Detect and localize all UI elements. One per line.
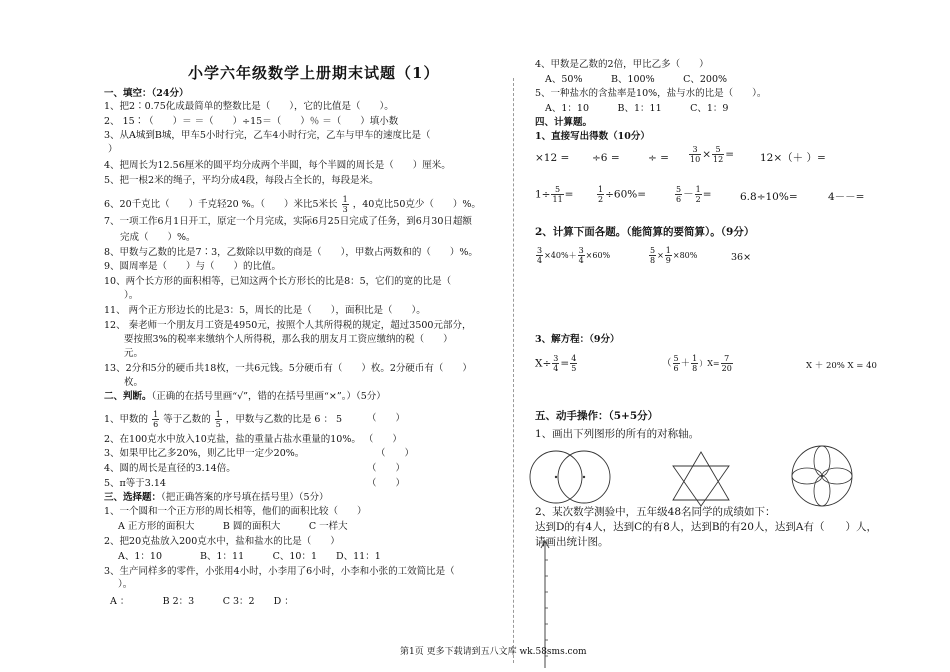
frac-den: 10 xyxy=(690,155,701,164)
calc1-header: 1、直接写出得数（10分） xyxy=(535,131,650,142)
q2-1 xyxy=(104,410,342,429)
fraction xyxy=(551,185,563,204)
calc-frac-expr xyxy=(674,185,712,204)
frac-num: 5 xyxy=(712,145,724,155)
section3-header-line xyxy=(104,492,329,504)
calc3-header: 3、解方程：（9分） xyxy=(535,334,620,345)
q2-5-blank: （ ） xyxy=(367,478,406,489)
section2-header-line xyxy=(104,391,386,403)
fraction xyxy=(695,185,702,204)
frac-num: 1 xyxy=(215,410,221,419)
q1-11: 11、 两个正方形边长的比是3：5，周长的比是（ ），面积比是（ ）。 xyxy=(104,305,426,316)
calc-item: ÷6 = xyxy=(592,152,620,164)
q1-10-cont: ）。 xyxy=(124,290,139,301)
calc-item: 6.8÷10%= xyxy=(740,191,798,203)
fraction-one-fifth xyxy=(215,410,222,429)
frac-den: 4 xyxy=(578,256,584,265)
calc-frac-expr xyxy=(535,185,573,204)
fraction xyxy=(665,246,672,265)
q5-1: 1、画出下列图形的所有的对称轴。 xyxy=(535,428,700,440)
q1-13: 13、2分和5分的硬币共18枚，一共6元钱。5分硬币有（ ）枚。2分硬币有（ ） xyxy=(104,363,472,374)
frac-den: 6 xyxy=(153,420,159,429)
op: （ xyxy=(662,358,672,369)
calc2-expr2 xyxy=(648,246,697,265)
op: ×60% xyxy=(585,251,611,260)
frac-den: 5 xyxy=(215,420,221,429)
q1-4: 4、把周长为12.56厘米的圆平均分成两个半圆，每个半圆的周长是（ ）厘米。 xyxy=(104,160,451,171)
q2-4: 4、圆的周长是直径的3.14倍。 xyxy=(104,463,236,474)
op: － xyxy=(683,188,694,201)
petal xyxy=(814,446,830,476)
op: = xyxy=(725,148,734,161)
frac-num: 3 xyxy=(578,246,584,255)
fraction xyxy=(675,185,682,204)
frac-den: 4 xyxy=(553,364,559,373)
frac-den: 11 xyxy=(552,195,563,204)
q3-3-options: A ： B 2：3 C 3：2 D ： xyxy=(110,596,294,607)
q1-6 xyxy=(104,195,481,214)
frac-den: 8 xyxy=(650,256,656,265)
frac-num: 1 xyxy=(598,185,604,194)
q3-1-options: A 正方形的面积大 B 圆的面积大 C 一样大 xyxy=(118,521,348,532)
q3-3-cont: ）。 xyxy=(118,579,133,590)
frac-den: 20 xyxy=(721,364,732,373)
calc-item: 4－－= xyxy=(828,191,865,203)
q2-3: 3、如果甲比乙多20%，则乙比甲一定少20%。 xyxy=(104,448,305,459)
frac-num: 1 xyxy=(692,354,698,363)
q1-7: 7、一项工作6月1日开工，原定一个月完成，实际6月25日完成了任务，到6月30日超额 xyxy=(104,216,472,227)
q1-12: 12、 秦老师一个朋友月工资是4950元，按照个人其所得税的规定，超过3500元部分， xyxy=(104,320,472,331)
q1-3: 3、从A城到B城，甲车5小时行完，乙车4小时行完，乙车与甲车的速度比是（ xyxy=(104,130,431,141)
page-title: 小学六年级数学上册期末试题（1） xyxy=(188,64,440,82)
op: ÷60%= xyxy=(605,188,647,201)
frac-num: 5 xyxy=(673,354,679,363)
equation3: X ＋ 20% X = 40 xyxy=(806,361,877,371)
section3-note: （把正确答案的序号填在括号里）（5分） xyxy=(161,492,329,503)
q1-12-cont1: 要按照3%的税率来缴纳个人所得税，那么我的朋友月工资应缴纳的税（ ） xyxy=(124,334,453,345)
q2-1-a: 1、甲数的 xyxy=(104,414,149,425)
section2-header: 二、判断。 xyxy=(104,391,152,402)
fraction-one-sixth xyxy=(152,410,159,429)
q3-4: 4、甲数是乙数的2倍，甲比乙多（ ） xyxy=(535,59,709,70)
calc-item: ÷ = xyxy=(648,152,669,164)
fraction xyxy=(570,354,577,373)
equation1 xyxy=(535,354,578,373)
section1-header: 一、填空：（24分） xyxy=(104,88,189,99)
q2-5: 5、π等于3.14 xyxy=(104,478,166,489)
fraction xyxy=(689,145,701,164)
op: × xyxy=(702,148,711,161)
fraction xyxy=(721,354,733,373)
frac-num: 5 xyxy=(650,246,656,255)
center-dot xyxy=(583,476,585,478)
calc2-header: 2、计算下面各题。（能简算的要简算）。（9分） xyxy=(535,226,755,238)
fraction xyxy=(597,185,604,204)
op: ）X= xyxy=(699,359,720,368)
op: ×80% xyxy=(672,251,698,260)
fraction xyxy=(649,246,656,265)
frac-den: 12 xyxy=(713,155,724,164)
equation2 xyxy=(662,354,734,373)
q2-1-blank: （ ） xyxy=(367,413,406,424)
frac-num: 7 xyxy=(721,354,733,364)
page-footer: 第1页 更多下载请到五八文库 wk.58sms.com xyxy=(400,647,587,657)
frac-den: 3 xyxy=(342,205,348,214)
op: X÷ xyxy=(535,357,552,370)
frac-num: 1 xyxy=(342,195,348,204)
fraction xyxy=(673,354,680,373)
calc2-expr3: 36× xyxy=(731,252,752,263)
frac-den: 4 xyxy=(537,256,543,265)
q1-12-cont2: 元。 xyxy=(124,348,144,359)
frac-den: 6 xyxy=(673,364,679,373)
calc2-expr1 xyxy=(535,246,610,265)
figure-two-circles xyxy=(528,448,612,506)
op: = xyxy=(702,188,712,201)
q5-2-data: 达到D的有4人，达到C的有8人，达到B的有20人，达到A有（ ）人， xyxy=(535,521,877,533)
q3-2-options: A、1：10 B、1：11 C、10：1 D、11：1 xyxy=(118,551,381,562)
petal xyxy=(814,476,830,506)
fraction xyxy=(712,145,724,164)
op: = xyxy=(564,188,574,201)
q1-1: 1、把2∶0.75化成最简单的整数比是（ ），它的比值是（ ）。 xyxy=(104,101,394,112)
q1-7-cont: 完成（ ）%。 xyxy=(120,232,196,243)
q1-9: 9、圆周率是（ ）与（ ）的比值。 xyxy=(104,261,282,272)
calc-frac-expr xyxy=(596,185,646,204)
frac-num: 1 xyxy=(695,185,701,194)
calc-item: 12×（＋ ）= xyxy=(760,152,826,164)
op: × xyxy=(657,251,664,260)
section4-header: 四、计算题。 xyxy=(535,117,593,128)
q2-4-blank: （ ） xyxy=(367,463,406,474)
fraction xyxy=(536,246,543,265)
q1-8: 8、甲数与乙数的比是7∶3，乙数除以甲数的商是（ ），甲数占两数和的（ ）%。 xyxy=(104,247,478,258)
frac-num: 5 xyxy=(551,185,563,195)
op: ＋ xyxy=(680,358,691,369)
q2-1-c: ，甲数与乙数的比是 6 ： 5 xyxy=(225,414,343,425)
petal xyxy=(792,468,822,484)
q5-2-instruction: 请画出统计图。 xyxy=(535,536,609,548)
triangle-up xyxy=(673,452,729,500)
q1-13-cont: 枚。 xyxy=(124,377,144,388)
section5-header: 五、动手操作：（5+5分） xyxy=(535,410,659,422)
figure-flower-circle xyxy=(786,442,858,510)
center-dot xyxy=(555,476,557,478)
q3-5: 5、一种盐水的含盐率是10%，盐与水的比是（ ）。 xyxy=(535,88,767,99)
q1-3-cont: ） xyxy=(108,144,118,155)
frac-den: 8 xyxy=(692,364,698,373)
section2-note: （正确的在括号里画“√”，错的在括号里画“×”。）（5分） xyxy=(151,391,386,402)
calc-item: ×12 = xyxy=(535,152,570,164)
figure-triangles xyxy=(666,448,736,508)
frac-num: 3 xyxy=(689,145,701,155)
q2-3-blank: （ ） xyxy=(376,448,415,459)
center-dot xyxy=(821,475,823,477)
q3-4-options: A、50% B、100% C、200% xyxy=(545,74,728,85)
q3-5-options: A、1：10 B、1：11 C、1：9 xyxy=(545,103,729,114)
q3-2: 2、把20克盐放入200克水中，盐和盐水的比是（ ） xyxy=(104,536,340,547)
frac-den: 6 xyxy=(676,195,682,204)
q1-2: 2、 15∶（ ）＝ ＝（ ）÷15＝（ ）％ ＝（ ）填小数 xyxy=(104,116,399,127)
frac-den: 2 xyxy=(695,195,701,204)
fraction xyxy=(552,354,559,373)
frac-num: 1 xyxy=(665,246,671,255)
fraction xyxy=(578,246,585,265)
section3-header: 三、选择题： xyxy=(104,492,162,503)
q5-2: 2、某次数学测验中，五年级48名同学的成绩如下： xyxy=(535,506,776,518)
frac-num: 3 xyxy=(553,354,559,363)
frac-den: 5 xyxy=(571,364,577,373)
frac-num: 3 xyxy=(537,246,543,255)
q1-10: 10、两个长方形的面积相等，已知这两个长方形长的比是8：5，它们的宽的比是（ xyxy=(104,276,452,287)
fraction-one-third xyxy=(342,195,349,214)
frac-num: 1 xyxy=(153,410,159,419)
frac-den: 2 xyxy=(598,195,604,204)
op: = xyxy=(560,357,570,370)
op: 1÷ xyxy=(535,188,551,201)
q2-2: 2、在100克水中放入10克盐，盐的重量占盐水重量的10%。 （ ） xyxy=(104,434,402,445)
frac-num: 4 xyxy=(571,354,577,363)
op: ×40%＋ xyxy=(544,251,577,260)
q1-6-text-a: 6、20千克比（ ）千克轻20 %。（ ）米比5米长 xyxy=(104,199,338,210)
q3-1: 1、一个圆和一个正方形的周长相等，他们的面积比较（ ） xyxy=(104,506,367,517)
frac-den: 9 xyxy=(665,256,671,265)
petal xyxy=(822,468,852,484)
fraction xyxy=(691,354,698,373)
column-divider xyxy=(513,78,514,663)
q1-5: 5、把一根2米的绳子，平均分成4段，每段占全长的，每段是米。 xyxy=(104,175,379,186)
q3-3: 3、生产同样多的零件，小张用4小时，小李用了6小时，小李和小张的工效简比是（ xyxy=(104,566,455,577)
calc-frac-expr xyxy=(688,145,734,164)
q1-6-text-b: ，40克比50克少（ ）%。 xyxy=(352,199,481,210)
frac-num: 5 xyxy=(676,185,682,194)
q2-1-b: 等于乙数的 xyxy=(163,414,211,425)
